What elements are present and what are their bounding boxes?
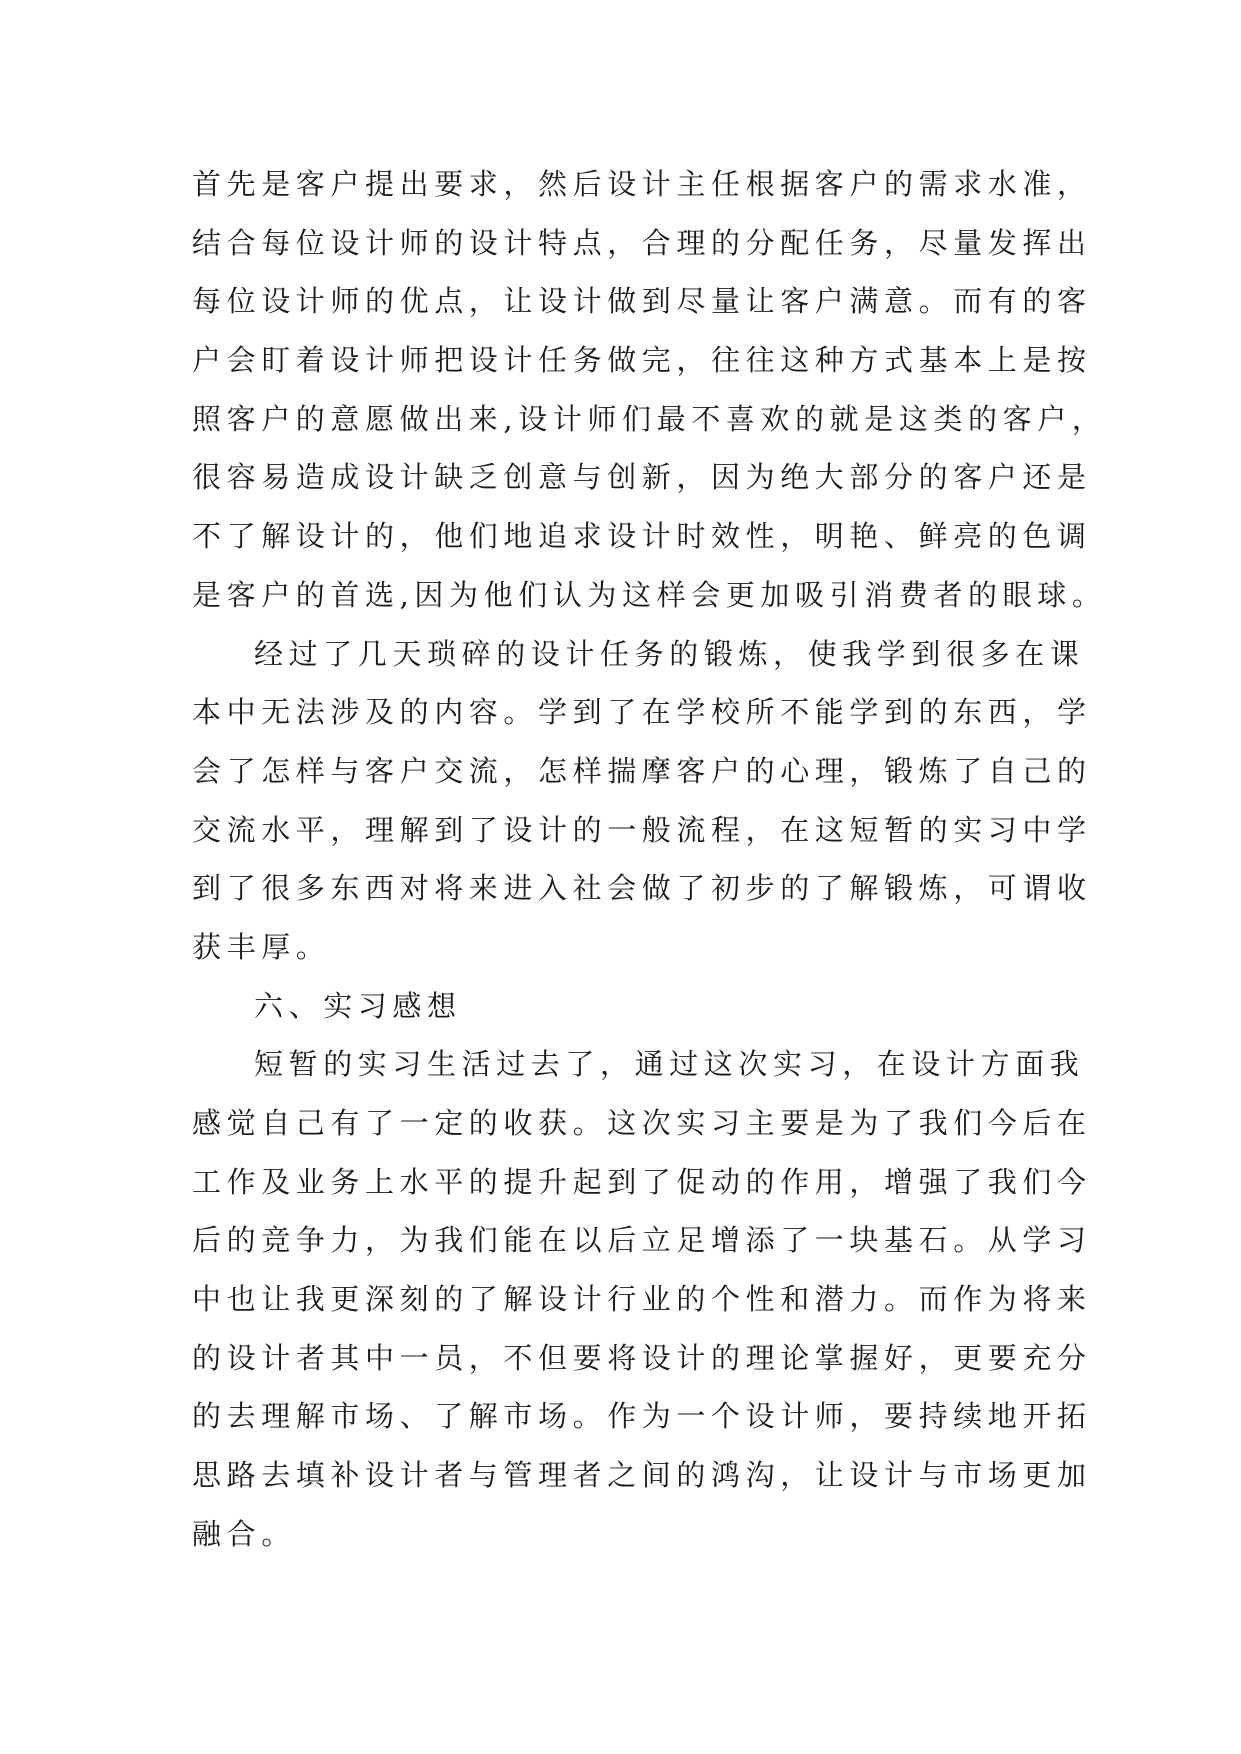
text-line: 是客户的首选,因为他们认为这样会更加吸引消费者的眼球。 <box>192 577 1107 612</box>
text-line: 的设计者其中一员，不但要将设计的理论掌握好，更要充分 <box>192 1340 1092 1375</box>
text-line: 会了怎样与客户交流，怎样揣摩客户的心理，锻炼了自己的 <box>192 753 1092 788</box>
text-line: 到了很多东西对将来进入社会做了初步的了解锻炼，可谓收 <box>192 871 1092 906</box>
text-line: 交流水平，理解到了设计的一般流程，在这短暂的实习中学 <box>192 812 1092 847</box>
text-line: 获丰厚。 <box>192 929 331 964</box>
paragraph-start-line: 经过了几天琐碎的设计任务的锻炼，使我学到很多在课 <box>254 636 1085 671</box>
text-line: 本中无法涉及的内容。学到了在学校所不能学到的东西，学 <box>192 695 1092 730</box>
text-line: 后的竞争力，为我们能在以后立足增添了一块基石。从学习 <box>192 1223 1092 1258</box>
text-line: 的去理解市场、了解市场。作为一个设计师，要持续地开拓 <box>192 1399 1092 1434</box>
text-line: 首先是客户提出要求，然后设计主任根据客户的需求水准， <box>192 167 1092 201</box>
text-line: 很容易造成设计缺乏创意与创新，因为绝大部分的客户还是 <box>192 460 1092 495</box>
body-text <box>192 155 1107 1564</box>
section-heading: 六、实习感想 <box>254 988 462 1023</box>
paragraph-start-line: 短暂的实习生活过去了，通过这次实习，在设计方面我 <box>254 1047 1085 1082</box>
text-line: 不了解设计的，他们地追求设计时效性，明艳、鲜亮的色调 <box>192 519 1092 554</box>
text-line: 感觉自己有了一定的收获。这次实习主要是为了我们今后在 <box>192 1106 1092 1140</box>
text-line: 户会盯着设计师把设计任务做完，往往这种方式基本上是按 <box>192 343 1092 378</box>
text-line: 工作及业务上水平的提升起到了促动的作用，增强了我们今 <box>192 1164 1092 1199</box>
text-line: 结合每位设计师的设计特点，合理的分配任务，尽量发挥出 <box>192 225 1092 260</box>
text-line: 中也让我更深刻的了解设计行业的个性和潜力。而作为将来 <box>192 1282 1092 1317</box>
text-line: 思路去填补设计者与管理者之间的鸿沟，让设计与市场更加 <box>192 1458 1092 1493</box>
text-line: 照客户的意愿做出来,设计师们最不喜欢的就是这类的客户， <box>192 401 1107 436</box>
text-line: 融合。 <box>192 1516 296 1551</box>
text-line: 每位设计师的优点，让设计做到尽量让客户满意。而有的客 <box>192 284 1092 319</box>
